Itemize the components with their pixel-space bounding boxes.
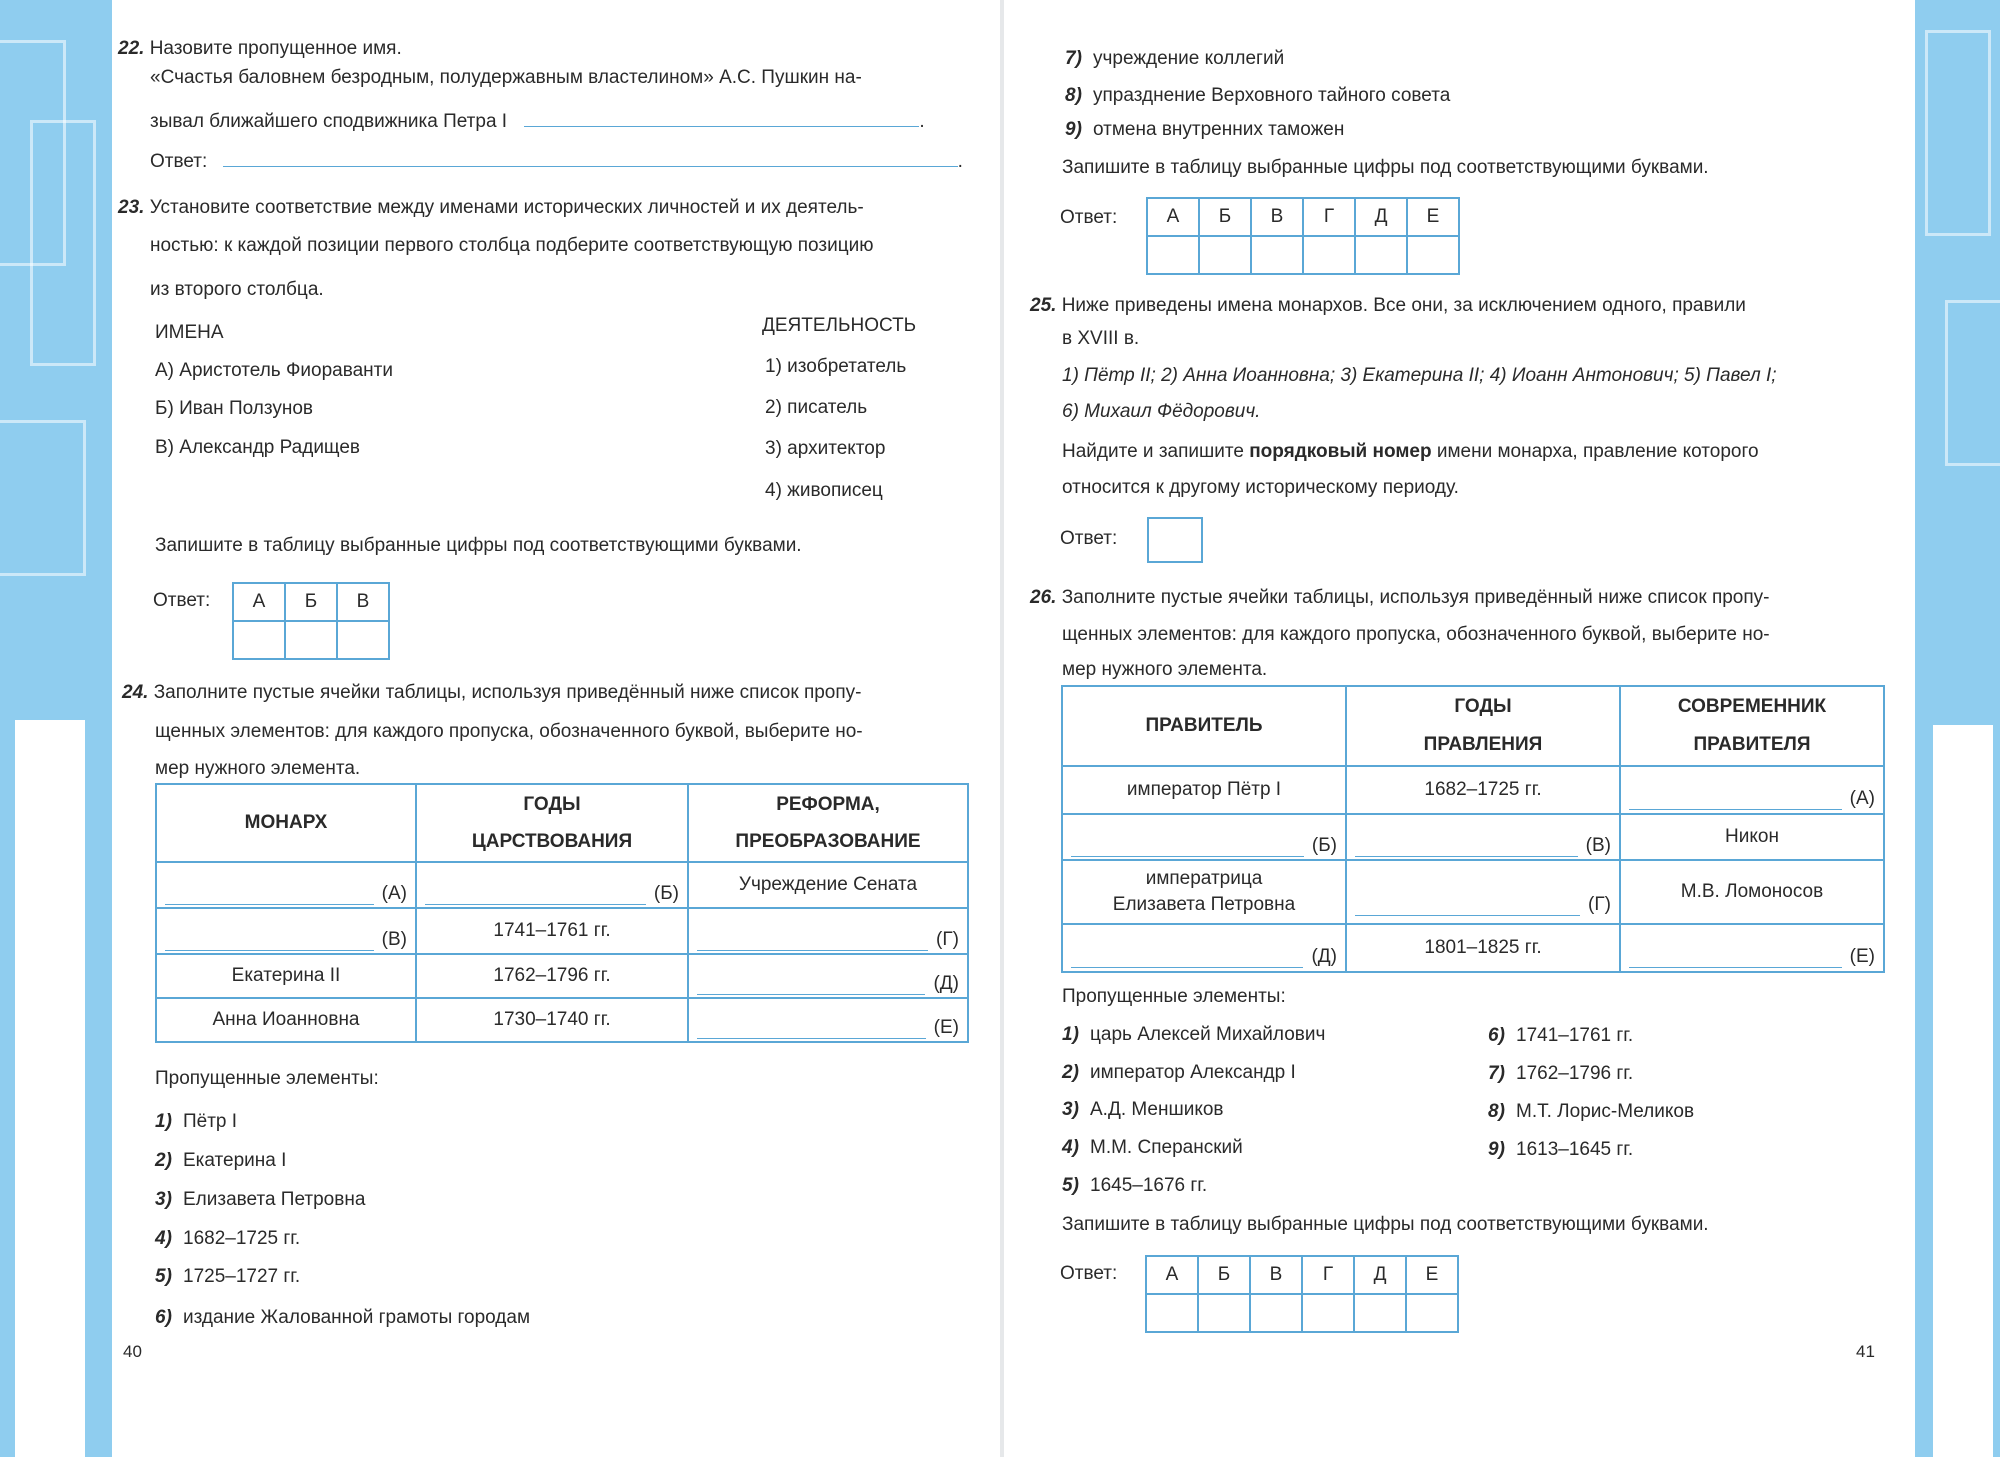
q24-line1 [122,681,862,705]
q24-answer-letter: В [1251,198,1303,236]
q26-cell-years: 1801–1825 гг. [1346,924,1620,972]
list-number: 7) [1065,48,1082,69]
q26-cell-ruler-a: императрица [1145,868,1263,889]
q24-cell-blank[interactable] [416,862,688,908]
q26-cell-blank[interactable] [1620,766,1884,814]
q25-line3: 1) Пётр II; 2) Анна Иоанновна; 3) Екатерина II; 4) Иоанн Антонович; 5) Павел I; [1062,365,1777,386]
q23-activity-heading: ДЕЯТЕЛЬНОСТЬ [762,315,917,336]
q25-line5-bold: порядковый номер [1249,441,1432,462]
q24-answer-letter: Е [1407,198,1459,236]
list-item [1062,1136,1243,1160]
q22-line2-text: зывал ближайшего сподвижника Петра I [150,111,508,132]
q26-cell-contemporary: Никон [1620,814,1884,860]
q24-head-years-b: ЦАРСТВОВАНИЯ [471,831,633,852]
q26-answer-label: Ответ: [1060,1263,1118,1284]
margin-pattern [1925,30,1991,236]
margin-pattern [30,120,96,366]
q26-cell-blank[interactable] [1062,924,1346,972]
q24-answer-letter: Д [1355,198,1407,236]
q26-cell-ruler-b: Елизавета Петровна [1112,894,1296,915]
table-row [156,908,968,954]
q24-line2: щенных элементов: для каждого пропуска, обозначенного буквой, выберите но- [155,721,863,742]
q24-answer-label: Ответ: [1060,207,1118,228]
q24-table [155,783,969,1043]
q26-answer-letter: А [1146,1256,1198,1294]
q24-head-monarch: МОНАРХ [156,784,416,862]
q26-answer-cell[interactable] [1354,1294,1406,1332]
page-number-left: 40 [123,1342,142,1361]
list-number: 3) [155,1189,172,1210]
q24-answer-letter: Б [1199,198,1251,236]
q26-cell-blank[interactable] [1346,814,1620,860]
table-row [1062,814,1884,860]
q24-cell-blank[interactable] [688,998,968,1042]
q23-line3: из второго столбца. [150,279,324,300]
left-margin-background [0,0,112,1457]
list-number: 6) [1488,1025,1505,1046]
list-item [155,1149,286,1173]
q26-head-contemporary [1620,686,1884,766]
list-item [1488,1138,1633,1162]
q25-line2: в XVIII в. [1062,328,1140,349]
q24-number: 24. [122,682,149,703]
q26-answer-cell[interactable] [1198,1294,1250,1332]
q26-answer-letter: Д [1354,1256,1406,1294]
q23-names-heading: ИМЕНА [155,322,224,343]
list-text: Екатерина I [183,1150,287,1171]
q25-line5-a: Найдите и запишите [1062,441,1250,462]
list-number: 2) [1062,1062,1079,1083]
q24-letter: (Е) [933,1017,959,1038]
q26-answer-letter: Е [1406,1256,1458,1294]
q24-head-years [416,784,688,862]
q23-answer-letter: Б [285,583,337,621]
q24-letter: (В) [381,929,407,950]
q24-answer-letter: Г [1303,198,1355,236]
q22-answer-label: Ответ: [150,151,208,172]
list-item [155,1227,300,1251]
list-item [1488,1100,1694,1124]
q26-number: 26. [1030,587,1057,608]
q26-missing-label: Пропущенные элементы: [1062,986,1286,1007]
q22-answer-row: Ответ: . [150,151,963,172]
q24-head-reform-a: РЕФОРМА, [776,794,880,815]
q24-line1-text: Заполните пустые ячейки таблицы, используя приведённый ниже список пропу- [153,682,862,703]
list-number: 1) [1062,1024,1079,1045]
q22-prompt [118,37,402,61]
list-number: 4) [1062,1137,1079,1158]
q23-answer-letter: В [337,583,389,621]
q24-cell-monarch: Анна Иоанновна [156,998,416,1042]
q23-answer-cell[interactable] [233,621,285,659]
list-item [1065,118,1344,142]
q23-activity-3: 3) архитектор [765,438,886,459]
list-item [1062,1061,1296,1085]
q26-answer-letter: Б [1198,1256,1250,1294]
q24-cell-reform: Учреждение Сената [688,862,968,908]
table-row [156,862,968,908]
q24-instruction: Запишите в таблицу выбранные цифры под соответствующими буквами. [1062,157,1709,178]
q22-blank[interactable] [524,126,919,127]
q23-activity-2: 2) писатель [765,397,868,418]
q25-line1 [1030,294,1746,318]
q22-answer-line[interactable] [223,166,958,167]
q26-answer-table [1145,1255,1459,1333]
q24-answer-cell[interactable] [1199,236,1251,274]
q24-missing-label: Пропущенные элементы: [155,1068,379,1089]
q24-answer-cell[interactable] [1251,236,1303,274]
q24-cell-years: 1730–1740 гг. [416,998,688,1042]
q26-head-contemporary-a: СОВРЕМЕННИК [1677,696,1827,717]
list-text: 1682–1725 гг. [183,1228,301,1249]
list-text: 1725–1727 гг. [183,1266,301,1287]
list-number: 2) [155,1150,172,1171]
q26-head-contemporary-b: ПРАВИТЕЛЯ [1693,734,1811,755]
q26-table [1061,685,1885,973]
q23-answer-letter: А [233,583,285,621]
q23-name-a: А) Аристотель Фиораванти [155,360,393,381]
list-item [1062,1023,1325,1047]
q24-cell-years: 1762–1796 гг. [416,954,688,998]
q24-letter: (Г) [936,929,959,950]
list-item [155,1110,237,1134]
list-text: М.Т. Лорис-Меликов [1516,1101,1695,1122]
q24-answer-cell[interactable] [1147,236,1199,274]
q23-activity-4: 4) живописец [765,480,883,501]
list-text: отмена внутренних таможен [1093,119,1345,140]
list-item [1065,47,1284,71]
q24-letter: (А) [381,883,407,904]
list-text: А.Д. Меншиков [1090,1099,1224,1120]
q26-head-years-b: ПРАВЛЕНИЯ [1423,734,1543,755]
list-text: царь Алексей Михайлович [1090,1024,1326,1045]
list-text: 1645–1676 гг. [1090,1175,1208,1196]
list-text: издание Жалованной грамоты городам [183,1307,531,1328]
q26-cell-ruler [1062,860,1346,924]
q23-answer-table [232,582,390,660]
q24-answer-table [1146,197,1460,275]
q26-cell-ruler: император Пётр I [1062,766,1346,814]
q25-answer-box[interactable] [1147,517,1203,563]
q24-letter: (Б) [653,883,679,904]
book-spine [1000,0,1004,1457]
q26-cell-blank[interactable] [1346,860,1620,924]
q24-head-reform-b: ПРЕОБРАЗОВАНИЕ [735,831,921,852]
list-item [155,1265,300,1289]
q26-line1 [1030,586,1770,610]
list-text: Елизавета Петровна [183,1189,366,1210]
list-item [1488,1024,1633,1048]
list-text: император Александр I [1090,1062,1296,1083]
list-item [1062,1098,1224,1122]
right-margin-background [1915,0,2000,1457]
q26-line3: мер нужного элемента. [1062,659,1268,680]
list-item [1065,84,1450,108]
q26-letter: (Г) [1588,894,1611,915]
q24-letter: (Д) [933,973,959,994]
q26-letter: (В) [1585,835,1611,856]
list-text: 1762–1796 гг. [1516,1063,1634,1084]
q24-answer-cell[interactable] [1407,236,1459,274]
list-number: 7) [1488,1063,1505,1084]
list-number: 8) [1065,85,1082,106]
q23-answer-cell[interactable] [285,621,337,659]
q26-cell-blank[interactable] [1620,924,1884,972]
q23-number: 23. [118,197,145,218]
table-row [156,998,968,1042]
q26-letter: (Б) [1311,835,1337,856]
list-text: упразднение Верховного тайного совета [1093,85,1451,106]
list-number: 4) [155,1228,172,1249]
q24-cell-blank[interactable] [688,954,968,998]
q26-head-ruler: ПРАВИТЕЛЬ [1062,686,1346,766]
list-number: 9) [1488,1139,1505,1160]
page-number-right: 41 [1856,1342,1875,1361]
q24-answer-cell[interactable] [1303,236,1355,274]
q26-line1-text: Заполните пустые ячейки таблицы, используя приведённый ниже список пропу- [1061,587,1770,608]
table-row [1062,924,1884,972]
q23-line1-text: Установите соответствие между именами исторических личностей и их деятель- [149,197,864,218]
q22-prompt-text: Назовите пропущенное имя. [149,38,402,59]
q26-cell-contemporary: М.В. Ломоносов [1620,860,1884,924]
q24-cell-blank[interactable] [688,908,968,954]
q24-cell-years: 1741–1761 гг. [416,908,688,954]
list-item [1062,1174,1207,1198]
q25-line4: 6) Михаил Фёдорович. [1062,401,1261,422]
q26-line2: щенных элементов: для каждого пропуска, обозначенного буквой, выберите но- [1062,624,1770,645]
list-text: М.М. Сперанский [1090,1137,1243,1158]
q26-answer-letter: В [1250,1256,1302,1294]
margin-white-strip [1933,725,1993,1457]
q23-instruction: Запишите в таблицу выбранные цифры под соответствующими буквами. [155,535,802,556]
q23-name-b: Б) Иван Ползунов [155,398,313,419]
q22-line1: «Счастья баловнем безродным, полудержавным властелином» А.С. Пушкин на- [150,67,862,88]
q22-number: 22. [118,38,145,59]
list-number: 3) [1062,1099,1079,1120]
q23-answer-label: Ответ: [153,590,211,611]
q26-head-years [1346,686,1620,766]
q24-cell-blank[interactable] [156,862,416,908]
q23-name-c: В) Александр Радищев [155,437,361,458]
q26-instruction: Запишите в таблицу выбранные цифры под соответствующими буквами. [1062,1214,1709,1235]
q24-cell-blank[interactable] [156,908,416,954]
q23-activity-1: 1) изобретатель [765,356,907,377]
q26-answer-cell[interactable] [1146,1294,1198,1332]
q25-line1-text: Ниже приведены имена монархов. Все они, за исключением одного, правили [1061,295,1746,316]
q25-line5-b: имени монарха, правление которого [1431,441,1759,462]
q24-answer-letter: А [1147,198,1199,236]
q26-answer-cell[interactable] [1302,1294,1354,1332]
q25-number: 25. [1030,295,1057,316]
q26-head-years-a: ГОДЫ [1454,696,1512,717]
q23-answer-cell[interactable] [337,621,389,659]
list-item [155,1306,530,1330]
q24-head-reform [688,784,968,862]
list-text: учреждение коллегий [1093,48,1285,69]
q22-line2: зывал ближайшего сподвижника Петра I . [150,111,925,132]
q25-line5 [1062,440,1759,464]
list-text: 1613–1645 гг. [1516,1139,1634,1160]
q23-line1 [118,196,864,220]
q24-answer-cell[interactable] [1355,236,1407,274]
table-row [1062,766,1884,814]
list-number: 1) [155,1111,172,1132]
q26-answer-cell[interactable] [1250,1294,1302,1332]
q24-cell-monarch: Екатерина II [156,954,416,998]
q26-answer-letter: Г [1302,1256,1354,1294]
q26-cell-blank[interactable] [1062,814,1346,860]
list-number: 6) [155,1307,172,1328]
q26-answer-cell[interactable] [1406,1294,1458,1332]
q26-letter: (Д) [1311,946,1337,967]
margin-white-strip [15,720,85,1457]
list-item [155,1188,365,1212]
q26-letter: (А) [1849,788,1875,809]
q26-cell-years: 1682–1725 гг. [1346,766,1620,814]
margin-pattern [1945,300,2000,466]
q24-head-years-a: ГОДЫ [523,794,581,815]
q24-line3: мер нужного элемента. [155,758,361,779]
q23-line2: ностью: к каждой позиции первого столбца подберите соответствующую позицию [150,235,874,256]
q25-answer-label: Ответ: [1060,528,1118,549]
q26-letter: (Е) [1849,946,1875,967]
list-number: 5) [1062,1175,1079,1196]
list-text: Пётр I [183,1111,238,1132]
list-number: 8) [1488,1101,1505,1122]
list-item [1488,1062,1633,1086]
margin-pattern [0,420,86,576]
table-row [156,954,968,998]
list-number: 5) [155,1266,172,1287]
q25-line6: относится к другому историческому периоду. [1062,477,1459,498]
list-number: 9) [1065,119,1082,140]
list-text: 1741–1761 гг. [1516,1025,1634,1046]
table-row [1062,860,1884,924]
